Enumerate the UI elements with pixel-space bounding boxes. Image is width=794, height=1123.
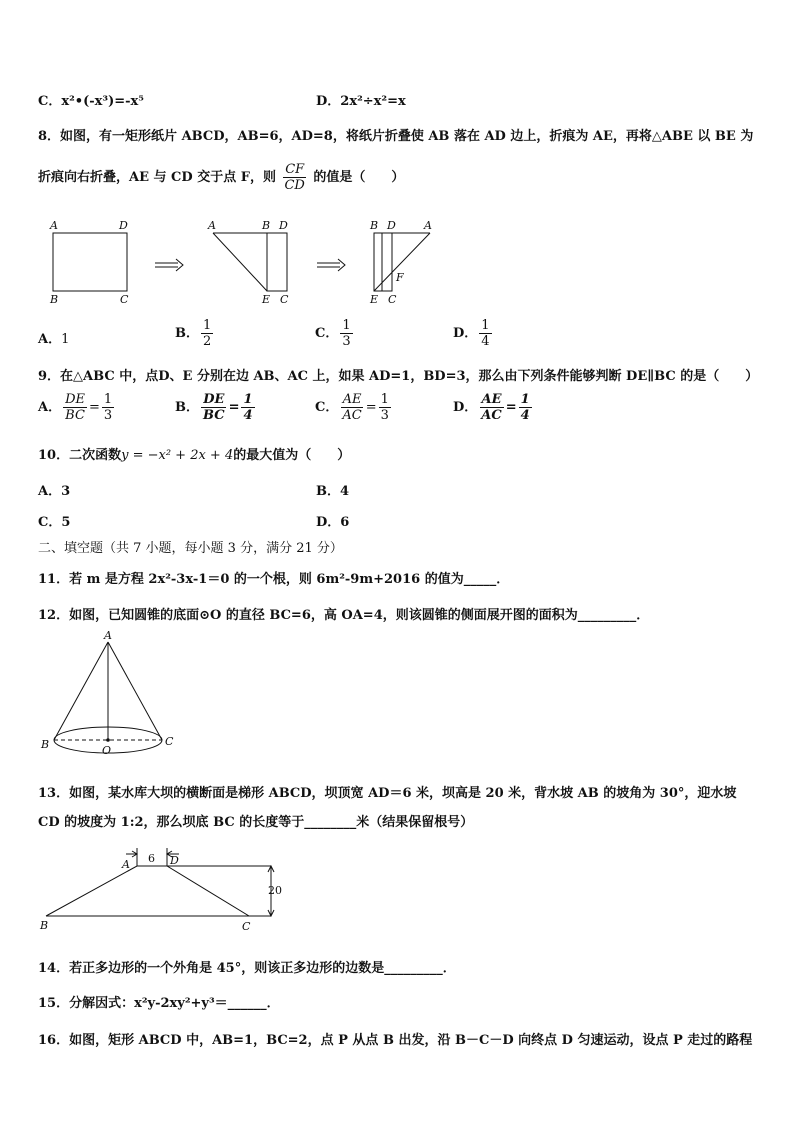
q9-option-d-rhs-num: 1 xyxy=(520,392,530,407)
q8-rect-abcd xyxy=(53,233,127,291)
q8-option-c-num: 1 xyxy=(342,318,351,333)
q8-option-d-frac xyxy=(479,318,491,349)
q12-cone-figure xyxy=(38,628,188,763)
q8-option-d-label: D． xyxy=(453,326,478,341)
q13-label-height: 20 xyxy=(268,884,282,897)
q8-option-c-den: 3 xyxy=(342,334,351,349)
q8-fig1-label-c: C xyxy=(120,293,129,306)
q9-option-a-eq: = xyxy=(89,400,100,415)
q9-option-b-rhs xyxy=(241,392,254,423)
q9-option-b-rhs-num: 1 xyxy=(243,392,253,407)
q8-option-a xyxy=(38,328,69,347)
q8-option-b xyxy=(175,318,215,349)
q10-stem xyxy=(38,444,350,463)
q8-fig3-label-e: E xyxy=(370,293,379,306)
q9-option-a xyxy=(38,392,116,423)
q9-option-c-lhs-num: AE xyxy=(342,392,362,407)
q9-option-d-lhs-num: AE xyxy=(481,392,502,407)
q10-stem-pre: 10．二次函数 xyxy=(38,448,122,463)
q8-stem-post: 的值是（ ） xyxy=(313,170,405,185)
q12-stem: 12．如图，已知圆锥的底面⊙O 的直径 BC=6，高 OA=4，则该圆锥的侧面展开图的面积为_________． xyxy=(38,608,650,623)
q12-label-a: A xyxy=(104,629,112,642)
q13-label-top: 6 xyxy=(148,852,155,865)
q9-option-b xyxy=(175,392,257,423)
q8-option-b-num: 1 xyxy=(203,318,212,333)
q9-option-a-lhs xyxy=(63,392,87,423)
q10-option-c: C．5 xyxy=(38,515,71,530)
q13-trapezoid xyxy=(46,866,249,916)
q8-fig3-label-d: D xyxy=(387,219,396,232)
q8-option-a-value: 1 xyxy=(61,332,70,347)
q13-label-a: A xyxy=(122,858,130,871)
q9-option-a-rhs-den: 3 xyxy=(103,408,113,423)
q8-stem-line1: 8．如图，有一矩形纸片 ABCD，AB=6，AD=8，将纸片折叠使 AB 落在 AD 边上，折痕为 AE，再将△ABE 以 BE 为 xyxy=(38,129,754,144)
q9-option-c-lhs-den: AC xyxy=(342,408,362,423)
q7-option-d: D．2x²÷x²=x xyxy=(316,94,406,109)
q14-stem: 14．若正多边形的一个外角是 45°，则该正多边形的边数是_________． xyxy=(38,961,456,976)
q12-label-o: O xyxy=(102,744,112,757)
q8-fig2-label-c: C xyxy=(280,293,289,306)
q8-option-c-label: C． xyxy=(315,326,339,341)
q8-option-b-label: B． xyxy=(175,326,199,341)
q8-stem-line2 xyxy=(38,162,404,193)
q9-option-d xyxy=(453,392,534,423)
q8-frac-den: CD xyxy=(284,178,305,193)
q12-cone-right-edge xyxy=(108,642,162,740)
q8-fig1-label-d: D xyxy=(119,219,128,232)
q8-fig1-label-a: A xyxy=(50,219,58,232)
q9-option-b-lhs-den: BC xyxy=(203,408,225,423)
q8-fig1-label-b: B xyxy=(50,293,59,306)
q10-option-d: D．6 xyxy=(316,515,350,530)
q11-stem: 11．若 m 是方程 2x²-3x-1＝0 的一个根，则 6m²-9m+2016 的值为_____． xyxy=(38,572,510,587)
q9-stem: 9．在△ABC 中，点D、E 分别在边 AB、AC 上，如果 AD=1，BD=3，那么由下列条件能够判断 DE∥BC 的是（ ） xyxy=(38,369,759,384)
q8-fig3-label-f: F xyxy=(396,271,404,284)
q12-label-b: B xyxy=(41,738,50,751)
q13-stem-line2: CD 的坡度为 1:2，那么坝底 BC 的长度等于________米（结果保留根号） xyxy=(38,815,474,830)
q8-arrow-1 xyxy=(155,259,183,271)
q8-figure-2 xyxy=(213,233,287,291)
q9-option-a-rhs-num: 1 xyxy=(103,392,113,407)
q9-option-b-label: B． xyxy=(175,400,199,415)
q7-option-c: C．x²•(-x³)=-x⁵ xyxy=(38,94,144,109)
q9-option-a-lhs-num: DE xyxy=(65,392,86,407)
q9-option-d-rhs-den: 4 xyxy=(520,408,530,423)
q13-dam-figure xyxy=(38,842,288,937)
q8-fraction xyxy=(282,162,306,193)
q9-option-b-rhs-den: 4 xyxy=(243,408,253,423)
q8-fig2-label-b: B xyxy=(262,219,271,232)
q8-option-d-num: 1 xyxy=(481,318,490,333)
section-2-heading: 二、填空题（共 7 小题，每小题 3 分，满分 21 分） xyxy=(38,541,343,556)
q13-label-b: B xyxy=(40,919,49,932)
q10-formula: y = −x² + 2x + 4 xyxy=(121,448,234,463)
q9-option-c-label: C． xyxy=(315,400,339,415)
q9-option-b-lhs-num: DE xyxy=(203,392,225,407)
q13-stem-line1: 13．如图，某水库大坝的横断面是梯形 ABCD，坝顶宽 AD＝6 米，坝高是 20 米，背水坡 AB 的坡角为 30°，迎水坡 xyxy=(38,786,737,801)
q12-label-c: C xyxy=(165,735,174,748)
q8-option-a-label: A． xyxy=(38,332,62,347)
q8-option-b-frac xyxy=(201,318,213,349)
q9-option-d-lhs-den: AC xyxy=(481,408,502,423)
q12-center-point xyxy=(106,738,110,742)
q9-option-c xyxy=(315,392,393,423)
q9-option-b-lhs xyxy=(201,392,227,423)
q8-fig3-label-a: A xyxy=(424,219,432,232)
q8-fig3-label-b: B xyxy=(370,219,379,232)
q8-option-b-den: 2 xyxy=(203,334,212,349)
q8-arrow-2 xyxy=(317,259,345,271)
q8-option-c-frac xyxy=(340,318,352,349)
q10-option-b: B．4 xyxy=(316,484,350,499)
q9-option-c-rhs xyxy=(379,392,391,423)
q8-fig3-label-c: C xyxy=(388,293,397,306)
q8-fig2-label-e: E xyxy=(262,293,271,306)
q9-option-c-lhs xyxy=(340,392,363,423)
q9-option-d-eq: = xyxy=(505,400,517,415)
q9-option-d-label: D． xyxy=(453,400,478,415)
q8-frac-num: CF xyxy=(285,162,305,177)
q9-option-a-rhs xyxy=(102,392,114,423)
q8-option-d-den: 4 xyxy=(481,334,490,349)
q16-stem: 16．如图，矩形 ABCD 中，AB=1，BC=2，点 P 从点 B 出发，沿 B－C－D 向终点 D 匀速运动，设点 P 走过的路程 xyxy=(38,1033,753,1048)
q8-option-c xyxy=(315,318,355,349)
q9-option-a-label: A． xyxy=(38,400,62,415)
q13-label-c: C xyxy=(242,920,251,933)
q8-option-d xyxy=(453,318,494,349)
q9-option-a-lhs-den: BC xyxy=(65,408,85,423)
q9-option-d-lhs xyxy=(479,392,503,423)
q12-cone-left-edge xyxy=(54,642,108,740)
q13-label-d: D xyxy=(170,854,179,867)
q9-option-c-rhs-num: 1 xyxy=(380,392,389,407)
q8-fig2-label-d: D xyxy=(279,219,288,232)
q9-option-b-eq: = xyxy=(228,400,240,415)
q9-option-c-rhs-den: 3 xyxy=(380,408,389,423)
q8-fig2-label-a: A xyxy=(208,219,216,232)
q10-stem-post: 的最大值为（ ） xyxy=(233,448,351,463)
q8-figure xyxy=(40,215,460,310)
q10-option-a: A．3 xyxy=(38,484,71,499)
q8-stem-pre: 折痕向右折叠，AE 与 CD 交于点 F，则 xyxy=(38,170,276,185)
q9-option-d-rhs xyxy=(519,392,532,423)
q9-option-c-eq: = xyxy=(365,400,377,415)
q15-stem: 15．分解因式：x²y-2xy²+y³＝______． xyxy=(38,996,280,1011)
